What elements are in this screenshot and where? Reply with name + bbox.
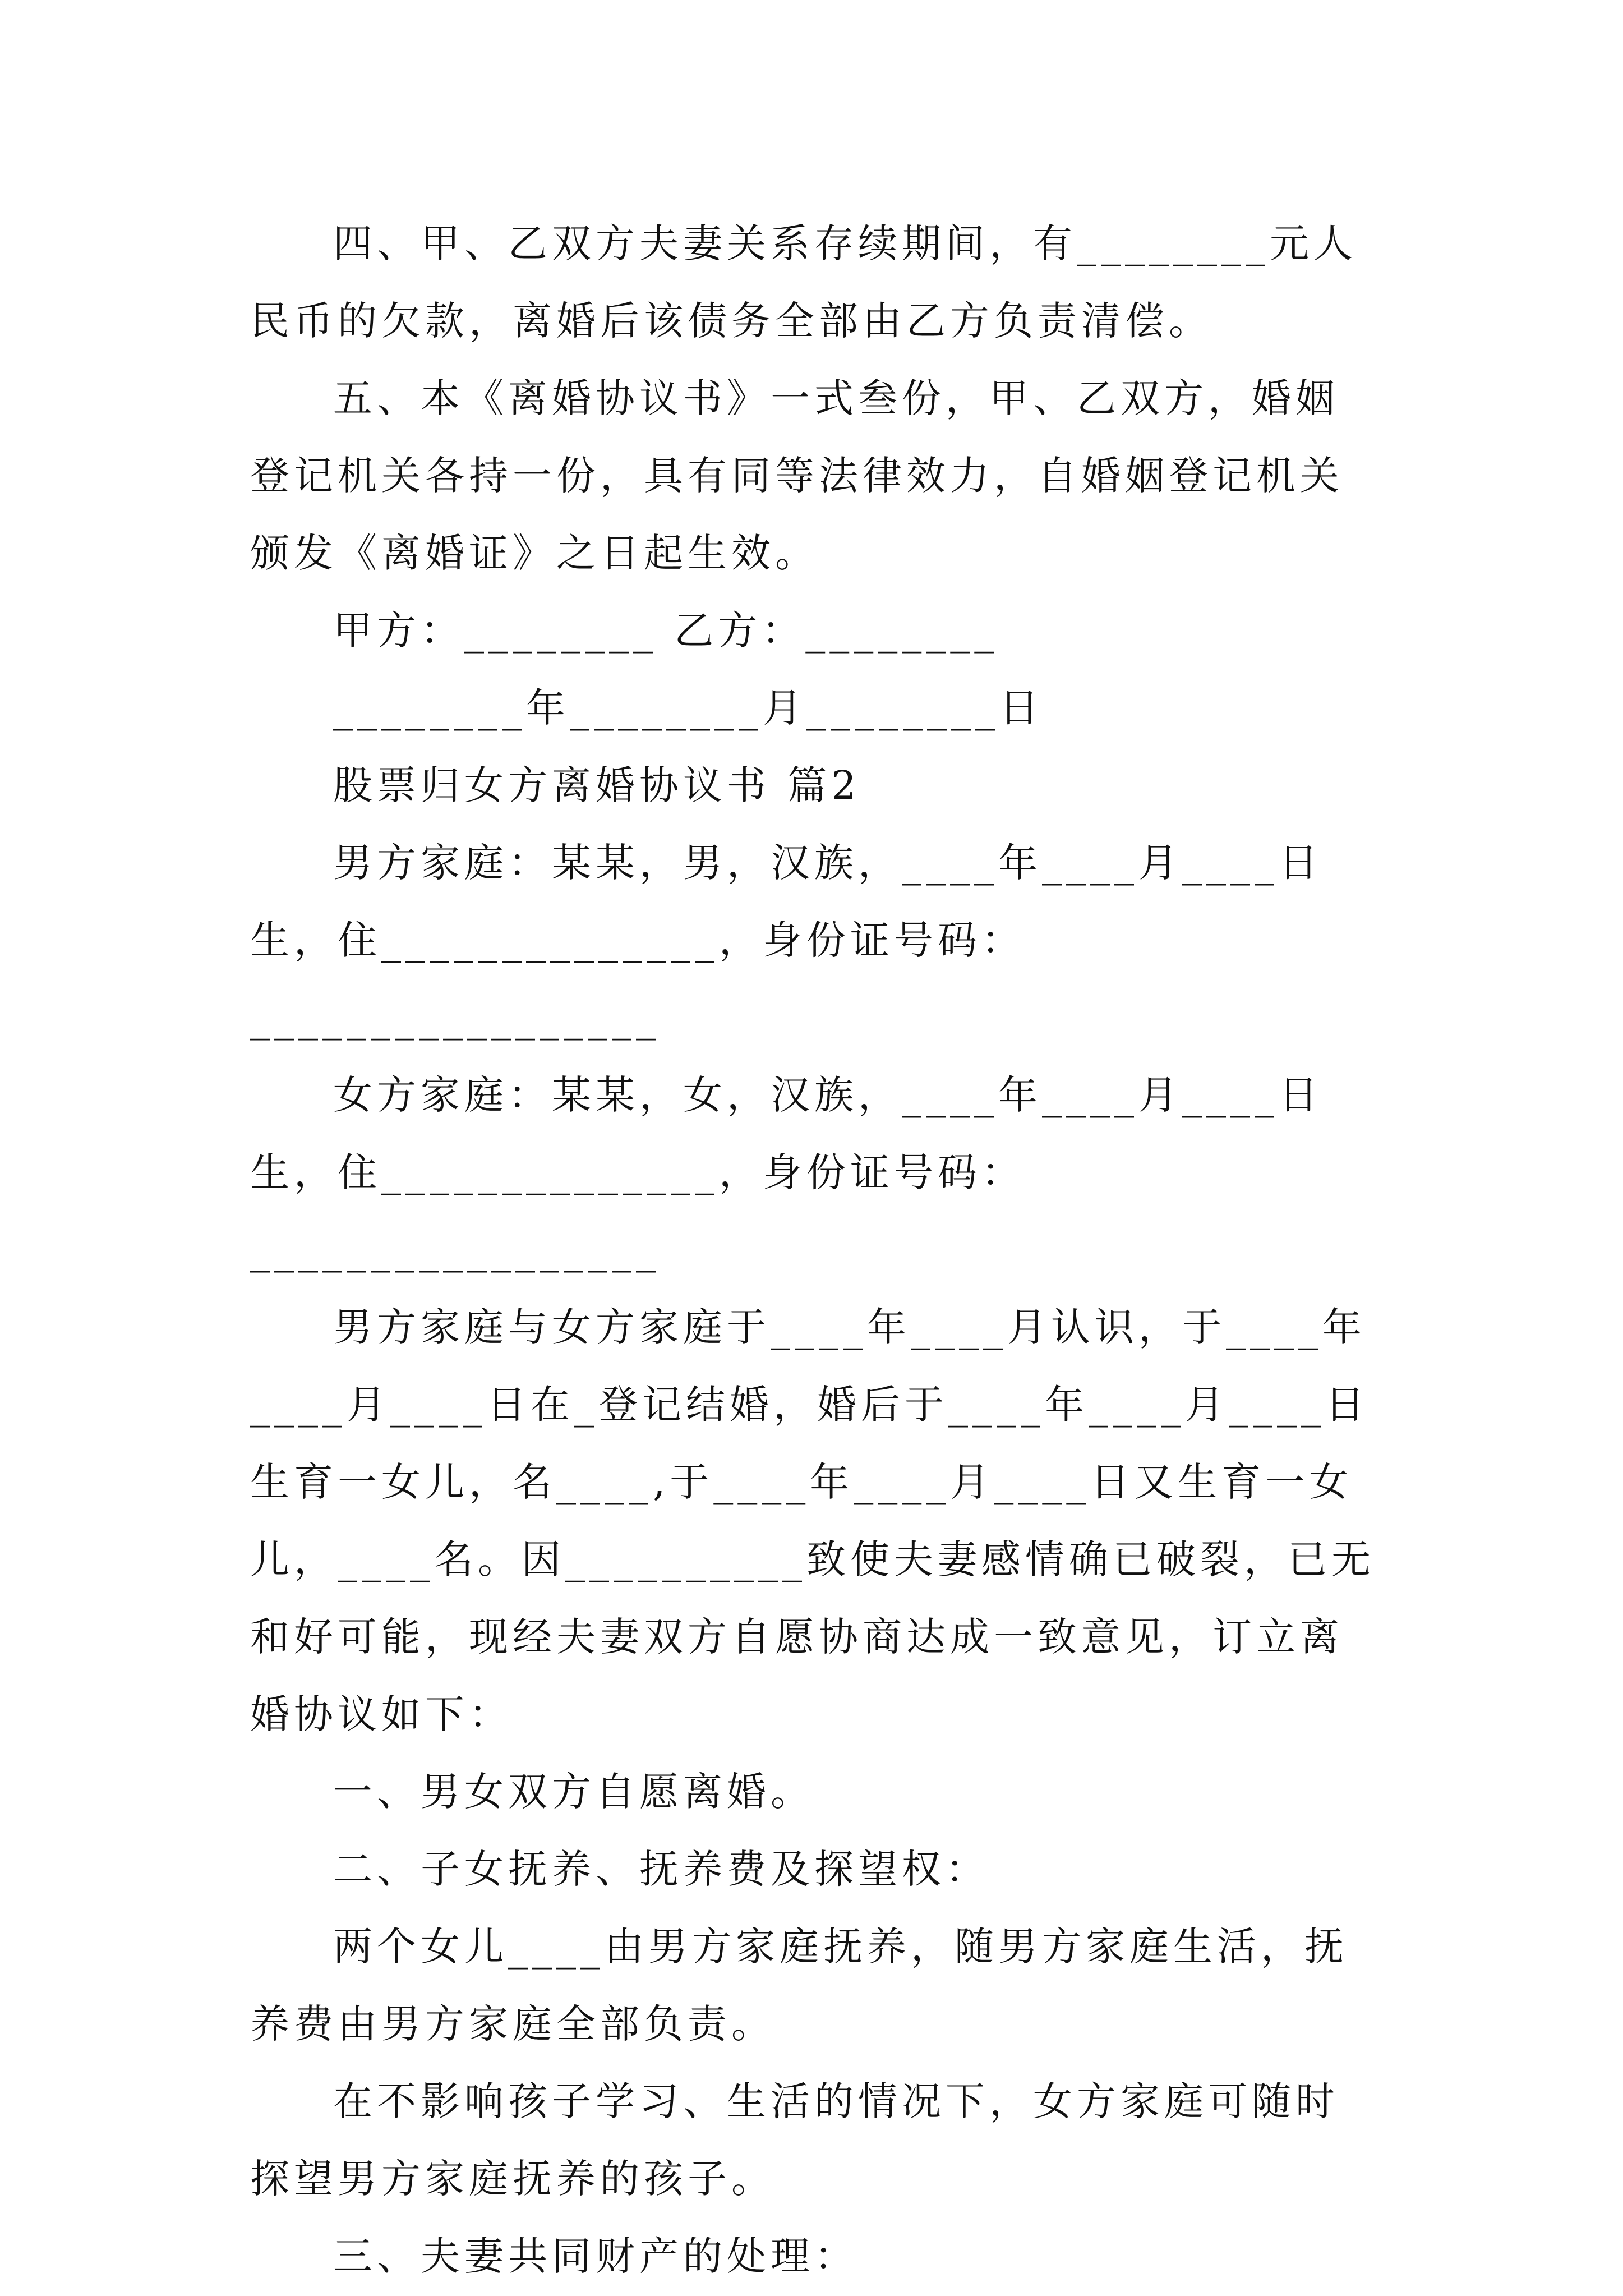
document-body xyxy=(250,205,1378,2295)
female-party-info: 女方家庭：某某，女，汉族，____年____月____日生，住______________，身份证号码：_________________ xyxy=(250,1072,1322,1273)
custody-detail: 两个女儿____由男方家庭抚养，随男方家庭生活，抚养费由男方家庭全部负责。 xyxy=(250,1924,1348,2047)
clause-2: 二、子女抚养、抚养费及探望权： xyxy=(333,1846,989,1892)
signature-line: 甲方：________ 乙方：________ xyxy=(333,608,999,654)
date-line: ________年________月________日 xyxy=(333,685,1043,731)
clause-3: 三、夫妻共同财产的处理： xyxy=(333,2233,858,2279)
visitation-detail: 在不影响孩子学习、生活的情况下，女方家庭可随时探望男方家庭抚养的孩子。 xyxy=(250,2078,1339,2202)
clause-4: 四、甲、乙双方夫妻关系存续期间，有________元人民币的欠款，离婚后该债务全部由乙方负责清偿。 xyxy=(250,220,1357,344)
clause-1: 一、男女双方自愿离婚。 xyxy=(333,1769,814,1815)
section-title: 股票归女方离婚协议书 篇2 xyxy=(333,762,861,808)
marriage-background: 男方家庭与女方家庭于____年____月认识，于____年____月____日在_登记结婚，婚后于____年____月____日生育一女儿，名____,于____年____月____日又生育一女儿，____名。因__________致使夫妻感情确已破裂，已无和好可能，现经夫妻双方自愿协商达成一致意见，订立离婚协议如下： xyxy=(250,1304,1375,1737)
clause-5: 五、本《离婚协议书》一式叁份，甲、乙双方，婚姻登记机关各持一份，具有同等法律效力，自婚姻登记机关颁发《离婚证》之日起生效。 xyxy=(250,375,1344,576)
male-party-info: 男方家庭：某某，男，汉族，____年____月____日生，住______________，身份证号码：_________________ xyxy=(250,840,1322,1041)
